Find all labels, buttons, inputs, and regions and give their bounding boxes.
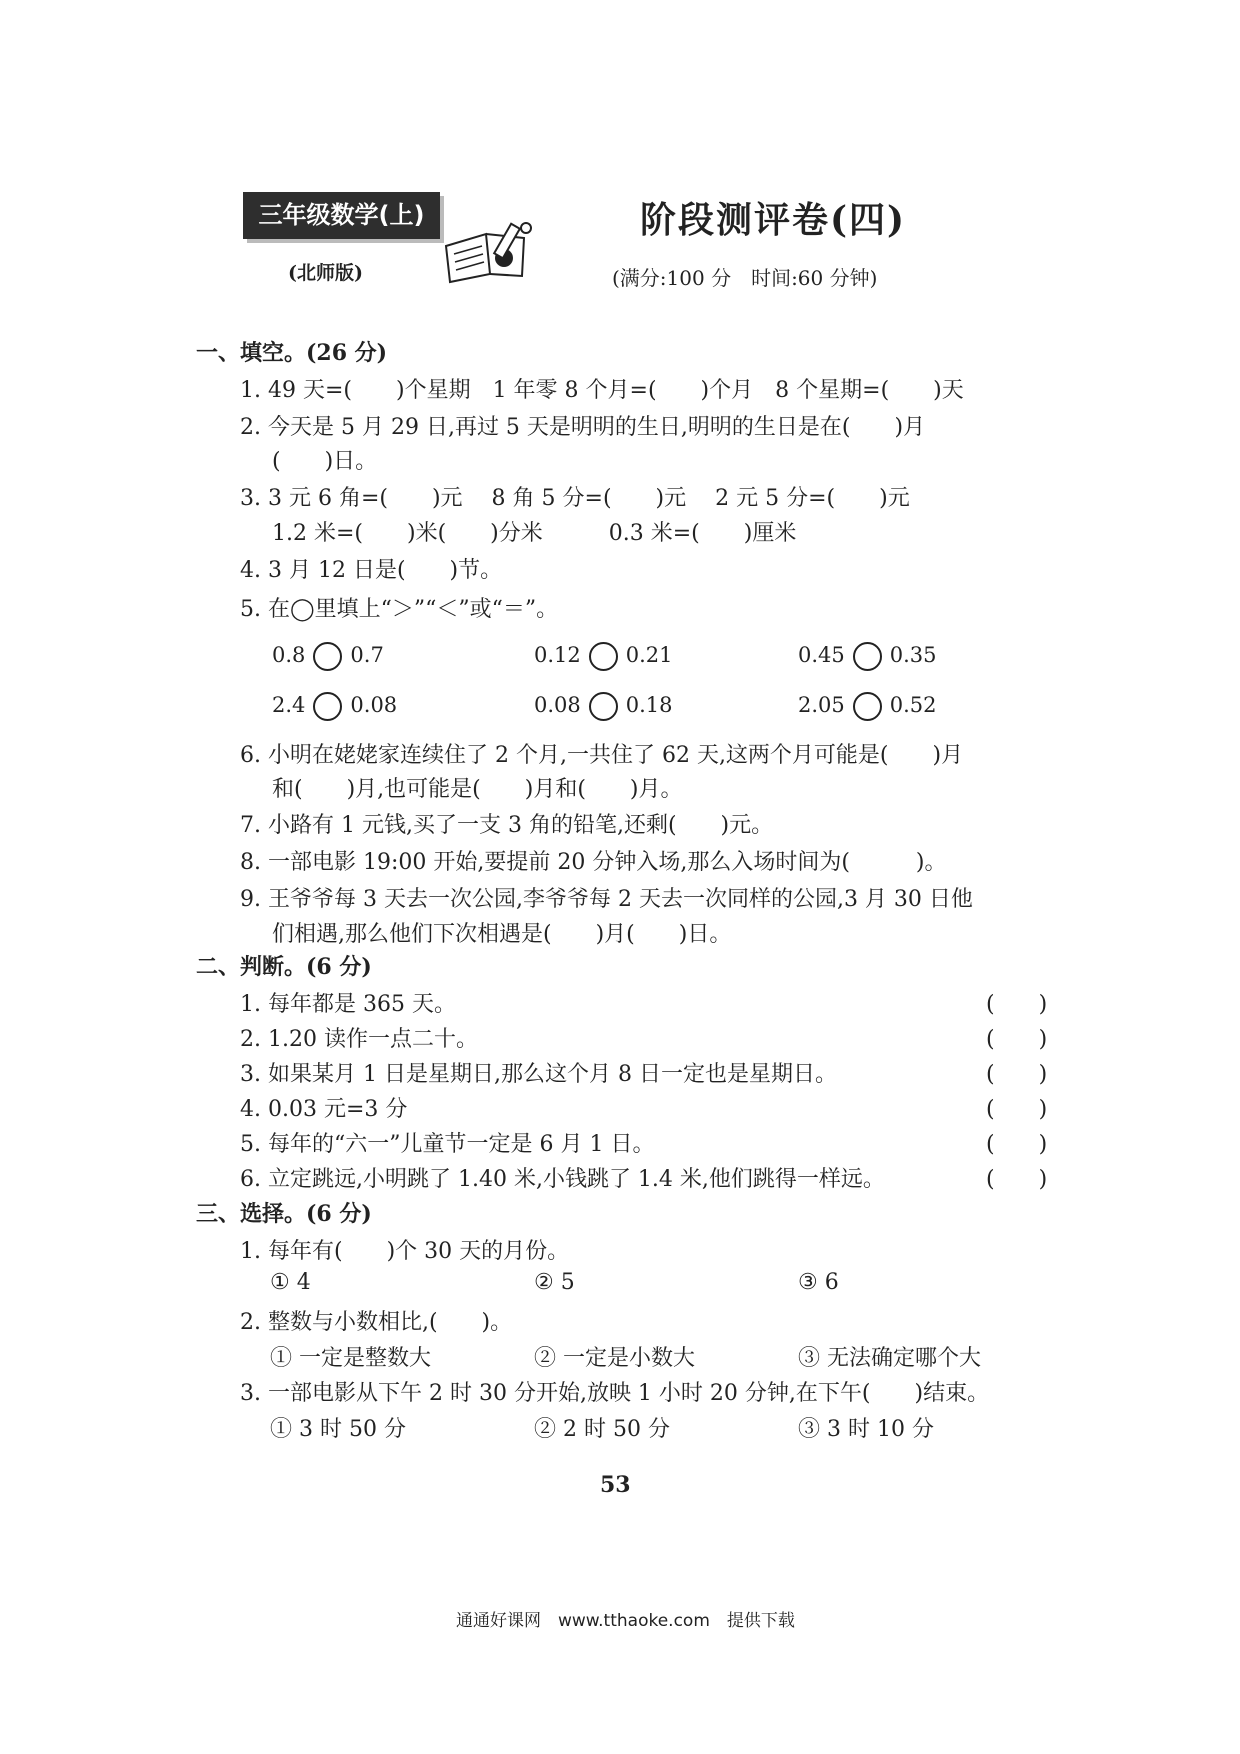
page-number: 53 (600, 1472, 631, 1498)
comparison-item: 0.45 0.35 (798, 642, 937, 671)
choice-option[interactable]: ① 3 时 50 分 (270, 1417, 406, 1442)
page-title: 阶段测评卷(四) (640, 199, 907, 241)
choice-option[interactable]: ③ 3 时 10 分 (798, 1417, 934, 1442)
choice-option[interactable]: ① 一定是整数大 (270, 1346, 431, 1371)
section-judge-heading: 二、判断。(6 分) (196, 954, 372, 980)
question-line: 8. 一部电影 19:00 开始,要提前 20 分钟入场,那么入场时间为( )。 (240, 850, 947, 875)
question-line: 9. 王爷爷每 3 天去一次公园,李爷爷每 2 天去一次同样的公园,3 月 30 日他 (240, 887, 973, 912)
choice-option[interactable]: ① 4 (270, 1270, 311, 1295)
question-line: 6. 小明在姥姥家连续住了 2 个月,一共住了 62 天,这两个月可能是( )月 (240, 743, 964, 768)
answer-paren[interactable]: ( ) (986, 1167, 1048, 1192)
choice-option[interactable]: ③ 无法确定哪个大 (798, 1346, 981, 1371)
blank-circle[interactable] (313, 642, 342, 671)
judge-item: 1. 每年都是 365 天。 (240, 992, 456, 1017)
comparison-item: 0.12 0.21 (534, 642, 673, 671)
choice-option[interactable]: ② 一定是小数大 (534, 1346, 695, 1371)
choice-option[interactable]: ② 5 (534, 1270, 575, 1295)
question-line: 4. 3 月 12 日是( )节。 (240, 558, 503, 583)
judge-item: 2. 1.20 读作一点二十。 (240, 1027, 478, 1052)
judge-item: 3. 如果某月 1 日是星期日,那么这个月 8 日一定也是星期日。 (240, 1062, 837, 1087)
question-line: 2. 今天是 5 月 29 日,再过 5 天是明明的生日,明明的生日是在( )月 (240, 415, 926, 440)
choice-question: 3. 一部电影从下午 2 时 30 分开始,放映 1 小时 20 分钟,在下午( )结束。 (240, 1381, 990, 1406)
blank-circle[interactable] (853, 642, 882, 671)
judge-item: 5. 每年的“六一”儿童节一定是 6 月 1 日。 (240, 1132, 655, 1157)
question-line: 5. 在◯里填上“＞”“＜”或“＝”。 (240, 597, 559, 622)
blank-circle[interactable] (313, 692, 342, 721)
footer-credit: 通通好课网 www.tthaoke.com 提供下载 (456, 1611, 795, 1631)
comparison-item: 0.8 0.7 (272, 642, 384, 671)
question-line: 1. 49 天=( )个星期 1 年零 8 个月=( )个月 8 个星期=( )天 (240, 378, 964, 403)
edition-label: (北师版) (288, 262, 363, 284)
answer-paren[interactable]: ( ) (986, 992, 1048, 1017)
score-time-info: (满分:100 分 时间:60 分钟) (612, 266, 878, 290)
choice-question: 2. 整数与小数相比,( )。 (240, 1310, 513, 1335)
section-fill-blank-heading: 一、填空。(26 分) (196, 340, 388, 366)
question-line: 7. 小路有 1 元钱,买了一支 3 角的铅笔,还剩( )元。 (240, 813, 774, 838)
comparison-item: 2.05 0.52 (798, 692, 937, 721)
question-line: 3. 3 元 6 角=( )元 8 角 5 分=( )元 2 元 5 分=( )元 (240, 486, 910, 511)
answer-paren[interactable]: ( ) (986, 1027, 1048, 1052)
choice-option[interactable]: ③ 6 (798, 1270, 839, 1295)
question-line: 1.2 米=( )米( )分米 0.3 米=( )厘米 (272, 521, 797, 546)
answer-paren[interactable]: ( ) (986, 1097, 1048, 1122)
section-choice-heading: 三、选择。(6 分) (196, 1201, 372, 1227)
answer-paren[interactable]: ( ) (986, 1132, 1048, 1157)
choice-question: 1. 每年有( )个 30 天的月份。 (240, 1239, 570, 1264)
grade-badge: 三年级数学(上) (243, 192, 440, 239)
blank-circle[interactable] (853, 692, 882, 721)
comparison-item: 2.4 0.08 (272, 692, 397, 721)
blank-circle[interactable] (589, 692, 618, 721)
answer-paren[interactable]: ( ) (986, 1062, 1048, 1087)
judge-item: 4. 0.03 元=3 分 (240, 1097, 408, 1122)
blank-circle[interactable] (589, 642, 618, 671)
book-pencil-icon (438, 216, 548, 286)
question-line: 们相遇,那么他们下次相遇是( )月( )日。 (272, 922, 732, 947)
choice-option[interactable]: ② 2 时 50 分 (534, 1417, 670, 1442)
judge-item: 6. 立定跳远,小明跳了 1.40 米,小钱跳了 1.4 米,他们跳得一样远。 (240, 1167, 885, 1192)
question-line: ( )日。 (272, 449, 378, 474)
comparison-item: 0.08 0.18 (534, 692, 673, 721)
question-line: 和( )月,也可能是( )月和( )月。 (272, 777, 683, 802)
